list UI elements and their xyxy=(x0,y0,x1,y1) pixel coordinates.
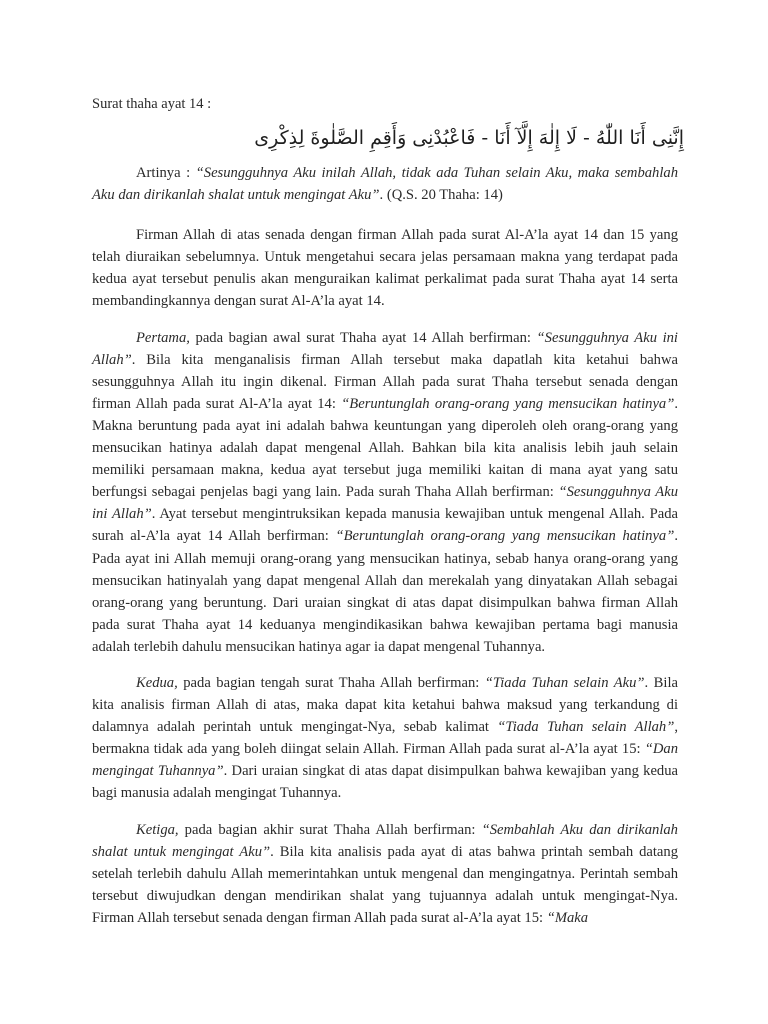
pertama-text-5: . Pada ayat ini Allah memuji orang-orang yang mensucikan hatinya, sebab hanya orang-orang yang mensucikan hatinyalah yang dapat mengenal Allah dan merekalah yang dinyatakan Allah sebagai orang-orang yang beruntung. Dari uraian singkat di atas dapat disimpulkan bahwa firman Allah pada surat Thaha ayat 14 keduanya mengindikasikan bahwa kewajiban pertama bagi manusia adalah terlebih dahulu mensucikan hatinya agar ia dapat mengenal Tuhannya. xyxy=(92,528,678,655)
ketiga-label: Ketiga, xyxy=(136,821,179,838)
kedua-text-3: , bermakna tidak ada yang boleh diingat selain Allah. Firman Allah pada surat al-A’la ayat 15: xyxy=(92,719,678,758)
pertama-quote-2: “Beruntunglah orang-orang yang mensucikan hatinya” xyxy=(341,395,675,412)
intro-paragraph: Firman Allah di atas senada dengan firman Allah pada surat Al-A’la ayat 14 dan 15 yang telah diuraikan sebelumnya. Untuk mengetahui secara jelas persamaan makna yang terdapat pada kedua ayat tersebut penulis akan menguraikan kalimat perkalimat pada surat Thaha ayat 14 serta membandingkannya dengan surat Al-A’la ayat 14. xyxy=(92,227,678,310)
pertama-text-4: . Ayat tersebut mengintruksikan kepada manusia kewajiban untuk mengenal Allah. Pada surah al-A’la ayat 14 Allah berfirman: xyxy=(92,506,678,545)
kedua-paragraph xyxy=(92,672,678,805)
section-heading: Surat thaha ayat 14 : xyxy=(92,96,212,112)
kedua-text-4: . Dari uraian singkat di atas dapat disimpulkan bahwa kewajiban yang kedua bagi manusia adalah mengingat Tuhannya. xyxy=(92,763,679,802)
kedua-quote-3: “Dan mengingat Tuhannya” xyxy=(92,741,678,780)
translation-lead: Artinya : xyxy=(136,165,196,181)
ketiga-text-1: pada bagian akhir surat Thaha Allah berfirman: xyxy=(178,821,482,838)
pertama-quote-3: “Sesungguhnya Aku ini Allah” xyxy=(92,484,678,523)
kedua-quote-1: “Tiada Tuhan selain Aku” xyxy=(484,674,645,691)
pertama-text-3: . Makna beruntung pada ayat ini adalah bahwa keuntungan yang diperoleh oleh orang-orang yang mensucikan hatinya adalah dapat mengenal Allah. Bahkan bila kita analisis lebih jauh selain memiliki persamaan makna, kedua ayat tersebut juga memiliki kaitan di mana ayat yang satu berfungsi sebagai penjelas bagi yang lain. Pada surah Thaha Allah berfirman: xyxy=(92,395,679,501)
document-body xyxy=(92,162,678,943)
ketiga-paragraph xyxy=(92,819,678,929)
pertama-text-1: pada bagian awal surat Thaha ayat 14 Allah berfirman: xyxy=(189,329,537,346)
translation-paragraph xyxy=(92,162,678,206)
kedua-text-1: pada bagian tengah surat Thaha Allah berfirman: xyxy=(177,674,485,691)
translation-reference: . (Q.S. 20 Thaha: 14) xyxy=(379,187,503,204)
ketiga-text-2: . Bila kita analisis pada ayat di atas bahwa printah sembah datang setelah terlebih dahulu Allah memerintahkan untuk mengenal dan mengingatnya. Perintah sembah tersebut diwujudkan dengan mendirikan shalat yang tujuannya adalah untuk mengingat-Nya. Firman Allah tersebut senada dengan firman Allah pada surat al-A’la ayat 15: xyxy=(92,843,678,926)
ketiga-quote-1: “Sembahlah Aku dan dirikanlah shalat untuk mengingat Aku” xyxy=(92,821,678,860)
ketiga-quote-2: “Maka xyxy=(546,909,589,926)
kedua-quote-2: “Tiada Tuhan selain Allah” xyxy=(497,719,675,736)
pertama-label: Pertama, xyxy=(136,329,190,346)
kedua-label: Kedua, xyxy=(136,674,178,691)
pertama-paragraph xyxy=(92,327,678,658)
arabic-verse: إِنَّنِى أَنَا اللّٰهُ - لَا إِلٰهَ إِلَّآ أَنَا - فَاعْبُدْنِى وَأَقِمِ الصَّلٰوةَ لِذِكْرِى xyxy=(254,127,684,149)
pertama-quote-1: “Sesungguhnya Aku ini Allah” xyxy=(92,329,678,368)
pertama-quote-4: “Beruntunglah orang-orang yang mensucikan hatinya” xyxy=(335,528,675,545)
pertama-text-2: . Bila kita menganalisis firman Allah tersebut maka dapatlah kita ketahui bahwa sesungguhnya Allah itu ingin dikenal. Firman Allah pada surat Thaha tersebut senada dengan firman Allah pada surat Al-A’la ayat 14: xyxy=(92,351,678,412)
translation-quote: “Sesungguhnya Aku inilah Allah, tidak ada Tuhan selain Aku, maka sembahlah Aku dan dirikanlah shalat untuk mengingat Aku” xyxy=(92,165,678,204)
kedua-text-2: . Bila kita analisis firman Allah di atas, maka dapat kita ketahui bahwa maksud yang terkandung di dalamnya adalah perintah untuk mengingat-Nya, sebab kalimat xyxy=(92,674,679,736)
